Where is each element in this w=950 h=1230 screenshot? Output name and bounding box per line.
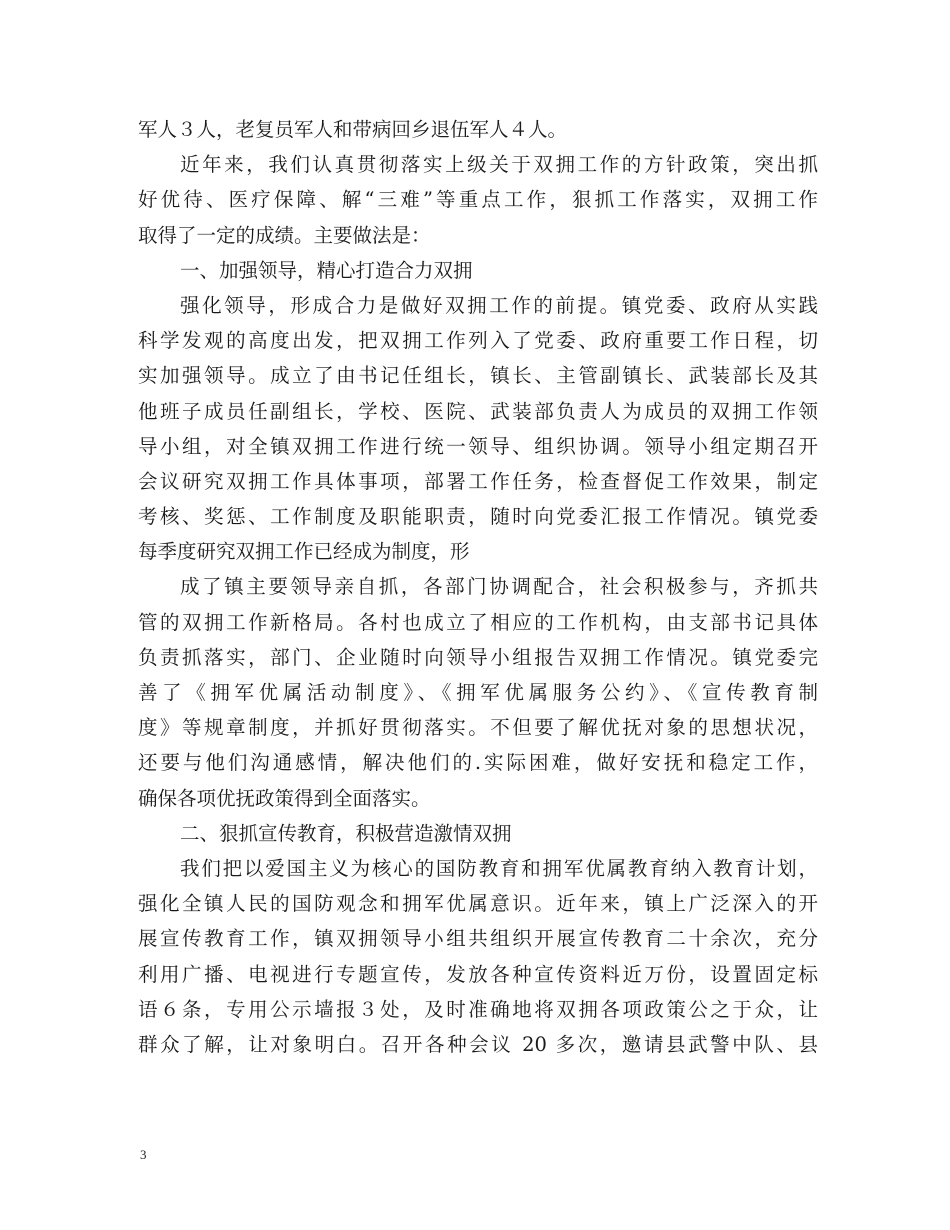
text-line: 负责抓落实，部门、企业随时向领导小组报告双拥工作情况。镇党委完 — [138, 645, 818, 669]
paragraph-start-line: 我们把以爱国主义为核心的国防教育和拥军优属教育纳入教育计划， — [180, 856, 818, 880]
text-line: 每季度研究双拥工作已经成为制度，形 — [138, 540, 470, 564]
text-line: 取得了一定的成绩。主要做法是： — [138, 223, 431, 247]
text-line: 实加强领导。成立了由书记任组长，镇长、主管副镇长、武装部长及其 — [138, 364, 818, 388]
paragraph-start-line: 强化领导，形成合力是做好双拥工作的前提。镇党委、政府从实践 — [180, 293, 818, 317]
text-line: 科学发观的高度出发，把双拥工作列入了党委、政府重要工作日程，切 — [138, 329, 818, 353]
text-line: 管的双拥工作新格局。各村也成立了相应的工作机构，由支部书记具体 — [138, 610, 818, 634]
text-line: 考核、奖惩、工作制度及职能职责，随时向党委汇报工作情况。镇党委 — [138, 505, 818, 529]
text-line: 群众了解，让对象明白。召开各种会议 20 多次，邀请县武警中队、县 — [138, 1032, 818, 1056]
text-line: 语６条，专用公示墙报３处，及时准确地将双拥各项政策公之于众，让 — [138, 997, 818, 1021]
text-line: 善了《拥军优属活动制度》、《拥军优属服务公约》、《宣传教育制 — [138, 681, 818, 704]
text-line: 导小组，对全镇双拥工作进行统一领导、组织协调。领导小组定期召开 — [138, 434, 818, 458]
text-line: 他班子成员任副组长，学校、医院、武装部负责人为成员的双拥工作领 — [138, 399, 818, 423]
text-line: 展宣传教育工作，镇双拥领导小组共组织开展宣传教育二十余次，充分 — [138, 927, 818, 951]
page-number: 3 — [140, 1147, 147, 1162]
section-heading: 一、加强领导，精心打造合力双拥 — [180, 258, 473, 282]
text-line: 会议研究双拥工作具体事项，部署工作任务，检查督促工作效果，制定 — [138, 469, 818, 493]
text-line: 强化全镇人民的国防观念和拥军优属意识。近年来，镇上广泛深入的开 — [138, 892, 818, 916]
text-line: 确保各项优抚政策得到全面落实。 — [138, 786, 431, 810]
text-line: 利用广播、电视进行专题宣传，发放各种宣传资料近万份，设置固定标 — [138, 962, 818, 986]
section-heading: 二、狠抓宣传教育，积极营造激情双拥 — [180, 821, 512, 845]
paragraph-start-line: 近年来，我们认真贯彻落实上级关于双拥工作的方针政策，突出抓 — [180, 153, 818, 177]
text-line: 度》等规章制度，并抓好贯彻落实。不但要了解优抚对象的思想状况， — [138, 716, 818, 740]
document-body — [138, 112, 818, 1062]
paragraph-start-line: 成了镇主要领导亲自抓，各部门协调配合，社会积极参与，齐抓共 — [180, 575, 818, 599]
text-line: 还要与他们沟通感情，解决他们的.实际困难，做好安抚和稳定工作， — [138, 751, 818, 775]
text-line: 军人３人，老复员军人和带病回乡退伍军人４人。 — [138, 118, 568, 141]
text-line: 好优待、医疗保障、解“三难”等重点工作，狠抓工作落实，双拥工作 — [138, 188, 818, 212]
